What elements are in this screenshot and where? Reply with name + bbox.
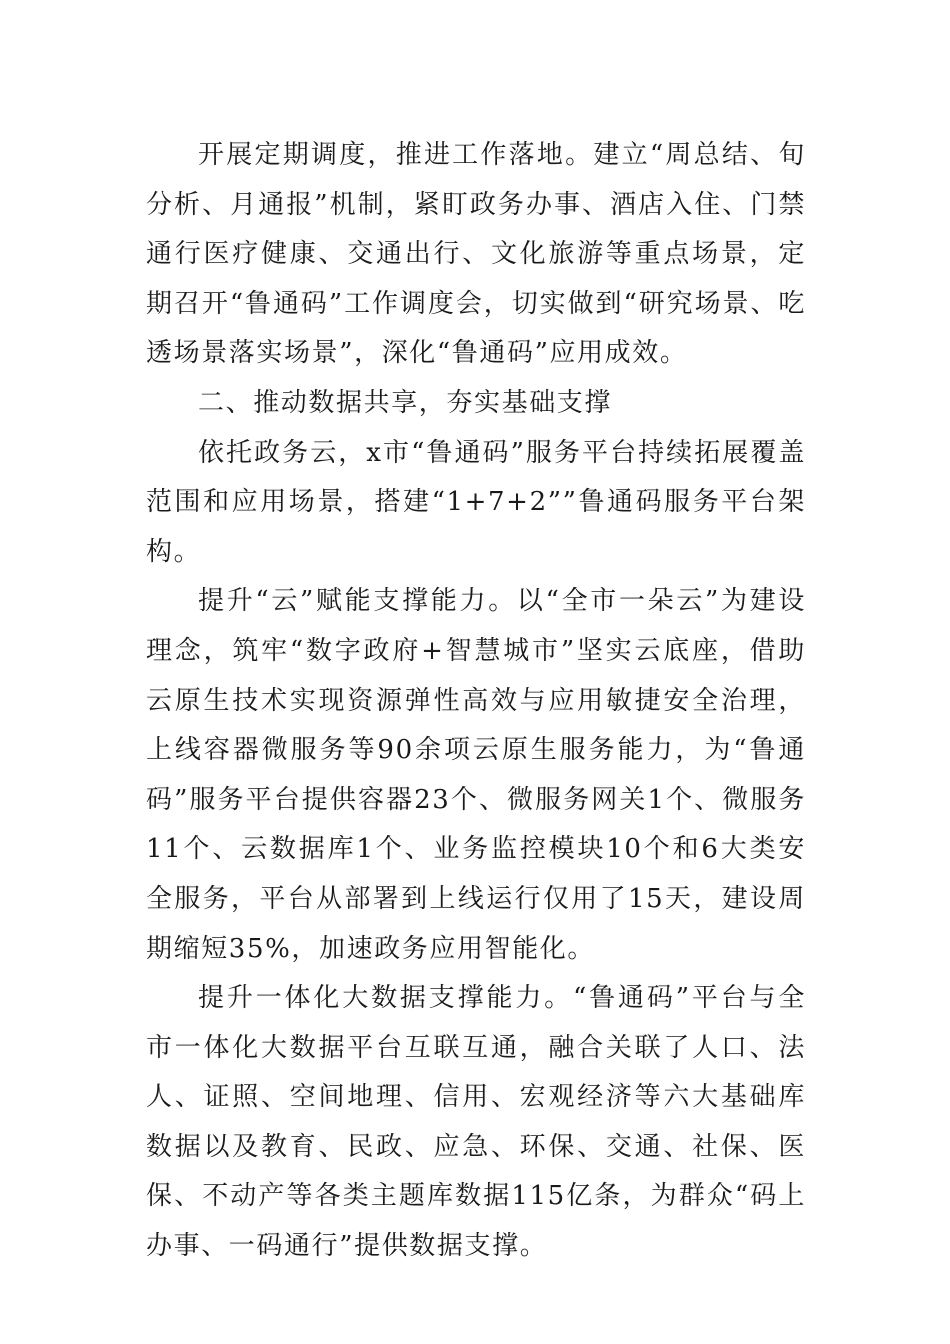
paragraph-platform-architecture: 依托政务云，x市“鲁通码”服务平台持续拓展覆盖范围和应用场景，搭建“1+7+2””鲁通码服务平台架构。 — [146, 437, 806, 567]
section-heading-data-sharing: 二、推动数据共享，夯实基础支撑 — [198, 387, 613, 418]
paragraph-scheduling: 开展定期调度，推进工作落地。建立“周总结、旬分析、月通报”机制，紧盯政务办事、酒店入住、门禁通行医疗健康、交通出行、文化旅游等重点场景，定期召开“鲁通码”工作调度会，切实做到“研究场景、吃透场景落实场景”，深化“鲁通码”应用成效。 — [146, 140, 806, 369]
paragraph-cloud-capability: 提升“云”赋能支撑能力。以“全市一朵云”为建设理念，筑牢“数字政府+智慧城市”坚实云底座，借助云原生技术实现资源弹性高效与应用敏捷安全治理，上线容器微服务等90余项云原生服务能力，为“鲁通码”服务平台提供容器23个、微服务网关1个、微服务11个、云数据库1个、业务监控模块10个和6大类安全服务，平台从部署到上线运行仅用了15天，建设周期缩短35%，加速政务应用智能化。 — [146, 586, 806, 964]
document-body — [146, 131, 806, 1272]
paragraph-big-data-capability: 提升一体化大数据支撑能力。“鲁通码”平台与全市一体化大数据平台互联互通，融合关联了人口、法人、证照、空间地理、信用、宏观经济等六大基础库数据以及教育、民政、应急、环保、交通、社保、医保、不动产等各类主题库数据115亿条，为群众“码上办事、一码通行”提供数据支撑。 — [146, 983, 806, 1262]
